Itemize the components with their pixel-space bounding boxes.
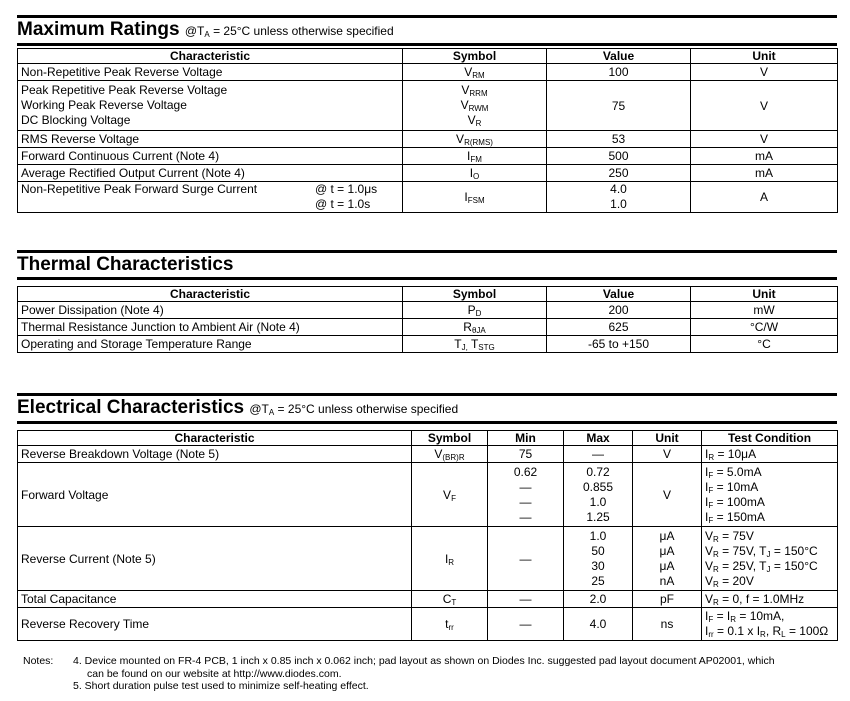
symbol-cell: $P_D$ <box>403 302 547 319</box>
unit-cell: V <box>691 131 838 148</box>
unit-cell: mW <box>691 302 838 319</box>
table-row <box>18 148 838 165</box>
min-cell: 0.62 — — — <box>488 463 564 527</box>
characteristic-cell: Forward Continuous Current (Note 4) <box>18 148 403 165</box>
table-header-row <box>18 287 838 302</box>
max-cell: 0.72 0.855 1.0 1.25 <box>564 463 633 527</box>
unit-cell: mA <box>691 148 838 165</box>
value-cell: 200 <box>547 302 691 319</box>
symbol-cell: $I_R$ <box>412 527 488 591</box>
table-row <box>18 336 838 353</box>
unit-cell: V <box>691 64 838 81</box>
characteristic-cell: Total Capacitance <box>18 591 412 608</box>
maximum-ratings-table <box>17 48 838 213</box>
test-condition-cell: $I_F = 5.0mA$ $I_F = 10mA$ $I_F = 100mA$ $I_F = 150mA$ <box>702 463 838 527</box>
value-cell: 625 <box>547 319 691 336</box>
test-condition-cell: $V_R = 0$, f = 1.0MHz <box>702 591 838 608</box>
min-cell: — <box>488 591 564 608</box>
symbol-cell: $I_{FM}$ <box>403 148 547 165</box>
characteristic-cell: Thermal Resistance Junction to Ambient Air (Note 4) <box>18 319 403 336</box>
table-row <box>18 608 838 641</box>
characteristic-cell: Operating and Storage Temperature Range <box>18 336 403 353</box>
symbol-cell: $V_F$ <box>412 463 488 527</box>
symbol-cell: $C_T$ <box>412 591 488 608</box>
table-row <box>18 319 838 336</box>
table-row <box>18 591 838 608</box>
title-text: Thermal Characteristics <box>17 254 234 275</box>
header-rule-bottom <box>17 43 837 46</box>
unit-cell: ns <box>633 608 702 641</box>
unit-cell: V <box>691 81 838 131</box>
section-title <box>17 396 837 420</box>
symbol-cell: $R_{\theta JA}$ <box>403 319 547 336</box>
maximum-ratings-section <box>17 15 837 213</box>
electrical-section <box>17 393 837 641</box>
test-condition-cell: $I_F = I_R = 10mA$, $I_{rr} = 0.1$ x $I_R$, $R_L = 100\Omega$ <box>702 608 838 641</box>
value-cell: 4.0 1.0 <box>547 182 691 213</box>
symbol-cell: $t_{rr}$ <box>412 608 488 641</box>
table-row <box>18 182 838 213</box>
col-header: Value <box>547 49 691 64</box>
max-cell: 1.0 50 30 25 <box>564 527 633 591</box>
characteristic-cell: Power Dissipation (Note 4) <box>18 302 403 319</box>
condition-text: $@T_A = 25^\circ C$ unless otherwise specified <box>184 24 394 39</box>
characteristic-cell: Reverse Breakdown Voltage (Note 5) <box>18 446 412 463</box>
symbol-cell: $I_O$ <box>403 165 547 182</box>
unit-cell: μA μA μA nA <box>633 527 702 591</box>
unit-cell: V <box>633 463 702 527</box>
table-row <box>18 81 838 131</box>
value-cell: 53 <box>547 131 691 148</box>
col-header: Symbol <box>412 431 488 446</box>
note-4-continued: can be found on our website at http://www.diodes.com. <box>87 667 342 680</box>
characteristic-cell: RMS Reverse Voltage <box>18 131 403 148</box>
unit-cell: pF <box>633 591 702 608</box>
note-5: 5. Short duration pulse test used to minimize self-heating effect. <box>73 680 369 692</box>
col-header: Characteristic <box>18 287 403 302</box>
min-cell: — <box>488 527 564 591</box>
table-row <box>18 131 838 148</box>
unit-cell: °C/W <box>691 319 838 336</box>
symbol-cell: $I_{FSM}$ <box>403 182 547 213</box>
table-header-row <box>18 431 838 446</box>
characteristic-cell: Non-Repetitive Peak Forward Surge Current @ t = 1.0μs @ t = 1.0s <box>18 182 403 213</box>
header-rule-bottom <box>17 421 837 424</box>
unit-cell: V <box>633 446 702 463</box>
value-cell: 250 <box>547 165 691 182</box>
test-condition-cell: $V_R = 75V$ $V_R = 75V$, $T_J = 150^\circ C$ $V_R = 25V$, $T_J = 150^\circ C$ $V_R = 20V$ <box>702 527 838 591</box>
section-title <box>17 253 837 276</box>
section-title <box>17 18 837 42</box>
unit-cell: A <box>691 182 838 213</box>
table-row <box>18 527 838 591</box>
characteristic-cell: Peak Repetitive Peak Reverse Voltage Working Peak Reverse Voltage DC Blocking Voltage <box>18 81 403 131</box>
table-row <box>18 302 838 319</box>
col-header: Symbol <box>403 287 547 302</box>
electrical-table <box>17 430 838 641</box>
test-condition-cell: $I_R = 10\mu A$ <box>702 446 838 463</box>
characteristic-cell: Reverse Recovery Time <box>18 608 412 641</box>
col-header: Max <box>564 431 633 446</box>
col-header: Unit <box>691 287 838 302</box>
value-cell: 100 <box>547 64 691 81</box>
symbol-cell: $V_{(BR)R}$ <box>412 446 488 463</box>
col-header: Test Condition <box>702 431 838 446</box>
table-row <box>18 165 838 182</box>
table-row <box>18 463 838 527</box>
col-header: Characteristic <box>18 431 412 446</box>
thermal-table <box>17 286 838 353</box>
table-row <box>18 446 838 463</box>
symbol-cell: $V_{RRM}$ $V_{RWM}$ $V_R$ <box>403 81 547 131</box>
table-header-row <box>18 49 838 64</box>
note-4: 4. Device mounted on FR-4 PCB, 1 inch x 0.85 inch x 0.062 inch; pad layout as shown on Diodes Inc. suggested pad layout document AP02001, which <box>73 655 775 667</box>
value-cell: 500 <box>547 148 691 165</box>
thermal-section <box>17 250 837 353</box>
min-cell: — <box>488 608 564 641</box>
header-rule-bottom <box>17 277 837 280</box>
min-cell: 75 <box>488 446 564 463</box>
symbol-cell: $V_{R(RMS)}$ <box>403 131 547 148</box>
characteristic-cell: Reverse Current (Note 5) <box>18 527 412 591</box>
characteristic-cell: Non-Repetitive Peak Reverse Voltage <box>18 64 403 81</box>
col-header: Characteristic <box>18 49 403 64</box>
notes <box>23 655 833 693</box>
characteristic-cell: Average Rectified Output Current (Note 4) <box>18 165 403 182</box>
max-cell: 4.0 <box>564 608 633 641</box>
col-header: Symbol <box>403 49 547 64</box>
col-header: Value <box>547 287 691 302</box>
value-cell: 75 <box>547 81 691 131</box>
table-row <box>18 64 838 81</box>
col-header: Unit <box>691 49 838 64</box>
symbol-cell: $T_{J,}$ $T_{STG}$ <box>403 336 547 353</box>
max-cell: — <box>564 446 633 463</box>
symbol-cell: $V_{RM}$ <box>403 64 547 81</box>
condition-text: $@T_A = 25^\circ C$ unless otherwise specified <box>249 402 459 417</box>
notes-label: Notes: <box>23 655 54 667</box>
value-cell: -65 to +150 <box>547 336 691 353</box>
col-header: Min <box>488 431 564 446</box>
unit-cell: mA <box>691 165 838 182</box>
max-cell: 2.0 <box>564 591 633 608</box>
characteristic-cell: Forward Voltage <box>18 463 412 527</box>
col-header: Unit <box>633 431 702 446</box>
title-text: Maximum Ratings <box>17 19 180 40</box>
unit-cell: °C <box>691 336 838 353</box>
title-text: Electrical Characteristics <box>17 397 245 418</box>
